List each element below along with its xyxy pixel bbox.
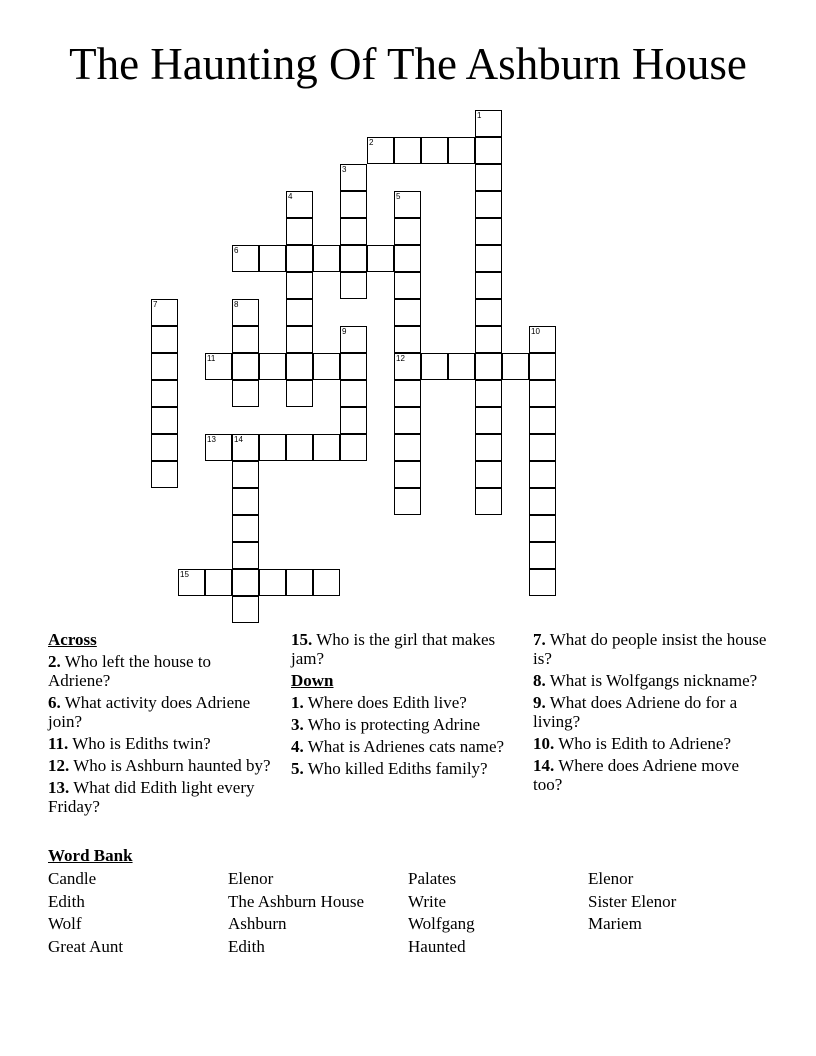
grid-cell[interactable] — [394, 407, 421, 434]
down-clue — [291, 737, 511, 756]
grid-cell[interactable] — [259, 569, 286, 596]
grid-cell[interactable] — [313, 569, 340, 596]
clue-number-label: 4 — [288, 192, 293, 201]
across-clue — [48, 734, 273, 753]
grid-cell[interactable] — [286, 191, 313, 218]
grid-cell[interactable] — [340, 353, 367, 380]
grid-cell[interactable] — [313, 434, 340, 461]
grid-cell[interactable] — [286, 326, 313, 353]
grid-cell[interactable] — [529, 434, 556, 461]
grid-cell[interactable] — [178, 569, 205, 596]
clue-number: 2. — [48, 652, 61, 671]
clue-text: What is Wolfgangs nickname? — [549, 671, 758, 690]
grid-cell[interactable] — [286, 272, 313, 299]
grid-cell[interactable] — [259, 353, 286, 380]
clue-number: 10. — [533, 734, 555, 753]
grid-cell[interactable] — [475, 272, 502, 299]
grid-cell[interactable] — [232, 326, 259, 353]
clue-text: Where does Edith live? — [307, 693, 467, 712]
word-bank-item: Write — [408, 892, 447, 911]
clue-text: What activity does Adriene join? — [48, 693, 251, 731]
clue-number-label: 2 — [369, 138, 374, 147]
clue-number: 13. — [48, 778, 70, 797]
clue-column-3 — [533, 630, 768, 797]
down-clue — [533, 630, 768, 668]
grid-cell[interactable] — [475, 326, 502, 353]
grid-cell[interactable] — [232, 542, 259, 569]
clue-number: 6. — [48, 693, 61, 712]
word-bank-item: Great Aunt — [48, 937, 124, 956]
across-clue — [48, 756, 273, 775]
grid-cell[interactable] — [232, 299, 259, 326]
word-bank-item: Elenor — [588, 869, 634, 888]
across-clue — [48, 693, 273, 731]
grid-cell[interactable] — [313, 353, 340, 380]
grid-cell[interactable] — [340, 218, 367, 245]
clue-text: Who killed Ediths family? — [307, 759, 488, 778]
down-clue — [533, 756, 768, 794]
grid-cell[interactable] — [529, 569, 556, 596]
grid-cell[interactable] — [529, 515, 556, 542]
clue-column-2 — [291, 630, 511, 781]
grid-cell[interactable] — [286, 218, 313, 245]
grid-cell[interactable] — [205, 353, 232, 380]
grid-cell[interactable] — [475, 245, 502, 272]
grid-cell[interactable] — [394, 245, 421, 272]
grid-cell[interactable] — [394, 434, 421, 461]
across-header: Across — [48, 630, 97, 649]
down-clue — [291, 759, 511, 778]
clue-number-label: 3 — [342, 165, 347, 174]
grid-cell[interactable] — [394, 218, 421, 245]
grid-cell[interactable] — [232, 515, 259, 542]
clue-text: Who left the house to Adriene? — [48, 652, 212, 690]
grid-cell[interactable] — [151, 299, 178, 326]
down-clue — [533, 734, 768, 753]
grid-cell[interactable] — [394, 461, 421, 488]
grid-cell[interactable] — [394, 137, 421, 164]
grid-cell[interactable] — [475, 353, 502, 380]
word-bank — [48, 846, 808, 956]
grid-cell[interactable] — [421, 137, 448, 164]
grid-cell[interactable] — [340, 191, 367, 218]
clue-number: 5. — [291, 759, 304, 778]
grid-cell[interactable] — [232, 596, 259, 623]
clue-text: Who is Ashburn haunted by? — [73, 756, 271, 775]
clue-text: What do people insist the house is? — [533, 630, 767, 668]
clue-number-label: 5 — [396, 192, 401, 201]
clue-number: 3. — [291, 715, 304, 734]
grid-cell[interactable] — [448, 353, 475, 380]
clue-text: Who is the girl that makes jam? — [291, 630, 496, 668]
grid-cell[interactable] — [529, 353, 556, 380]
down-clue — [291, 715, 511, 734]
across-clue — [48, 778, 273, 816]
down-clue — [533, 671, 768, 690]
grid-cell[interactable] — [340, 380, 367, 407]
clue-number: 11. — [48, 734, 69, 753]
grid-cell[interactable] — [529, 461, 556, 488]
word-bank-item: Wolfgang — [408, 914, 475, 933]
grid-cell[interactable] — [340, 245, 367, 272]
clue-number-label: 8 — [234, 300, 239, 309]
grid-cell[interactable] — [340, 272, 367, 299]
clue-number-label: 1 — [477, 111, 482, 120]
clue-number: 9. — [533, 693, 546, 712]
clue-number-label: 15 — [180, 570, 189, 579]
puzzle-title: The Haunting Of The Ashburn House — [69, 39, 747, 89]
grid-cell[interactable] — [475, 461, 502, 488]
grid-cell[interactable] — [475, 434, 502, 461]
down-clue — [291, 693, 511, 712]
grid-cell[interactable] — [529, 488, 556, 515]
grid-cell[interactable] — [232, 569, 259, 596]
grid-cell[interactable] — [475, 218, 502, 245]
grid-cell[interactable] — [394, 299, 421, 326]
grid-cell[interactable] — [151, 326, 178, 353]
grid-cell[interactable] — [313, 245, 340, 272]
grid-cell[interactable] — [205, 569, 232, 596]
clue-number: 4. — [291, 737, 304, 756]
down-header: Down — [291, 671, 334, 690]
grid-cell[interactable] — [340, 164, 367, 191]
grid-cell[interactable] — [529, 380, 556, 407]
grid-cell[interactable] — [286, 245, 313, 272]
grid-cell[interactable] — [340, 434, 367, 461]
clue-number-label: 11 — [207, 354, 216, 363]
word-bank-item: Candle — [48, 869, 97, 888]
grid-cell[interactable] — [475, 299, 502, 326]
clue-number: 1. — [291, 693, 304, 712]
grid-cell[interactable] — [286, 353, 313, 380]
grid-cell[interactable] — [475, 110, 502, 137]
clue-number: 15. — [291, 630, 313, 649]
down-clue — [533, 693, 768, 731]
word-bank-item: Mariem — [588, 914, 642, 933]
grid-cell[interactable] — [232, 245, 259, 272]
grid-cell[interactable] — [529, 326, 556, 353]
grid-cell[interactable] — [151, 434, 178, 461]
clue-text: Who is Ediths twin? — [72, 734, 211, 753]
word-bank-item: Haunted — [408, 937, 466, 956]
grid-cell[interactable] — [286, 299, 313, 326]
grid-cell[interactable] — [232, 461, 259, 488]
grid-cell[interactable] — [394, 326, 421, 353]
clue-number-label: 7 — [153, 300, 158, 309]
grid-cell[interactable] — [286, 434, 313, 461]
grid-cell[interactable] — [475, 164, 502, 191]
grid-cell[interactable] — [232, 488, 259, 515]
word-bank-item: Palates — [408, 869, 457, 888]
word-bank-item: Edith — [48, 892, 85, 911]
grid-cell[interactable] — [286, 569, 313, 596]
grid-cell[interactable] — [502, 353, 529, 380]
grid-cell[interactable] — [421, 353, 448, 380]
grid-cell[interactable] — [367, 245, 394, 272]
grid-cell[interactable] — [394, 191, 421, 218]
across-clue — [48, 652, 273, 690]
clue-number: 8. — [533, 671, 546, 690]
grid-cell[interactable] — [205, 434, 232, 461]
word-bank-item: The Ashburn House — [228, 892, 364, 911]
grid-cell[interactable] — [340, 407, 367, 434]
grid-cell[interactable] — [448, 137, 475, 164]
grid-cell[interactable] — [475, 488, 502, 515]
grid-cell[interactable] — [529, 542, 556, 569]
grid-cell[interactable] — [151, 380, 178, 407]
clue-text: What is Adrienes cats name? — [307, 737, 505, 756]
grid-cell[interactable] — [394, 380, 421, 407]
clue-text: What did Edith light every Friday? — [48, 778, 255, 816]
clue-text: What does Adriene do for a living? — [533, 693, 738, 731]
clue-number: 7. — [533, 630, 546, 649]
clue-number-label: 14 — [234, 435, 243, 444]
grid-cell[interactable] — [475, 380, 502, 407]
grid-cell[interactable] — [259, 245, 286, 272]
word-bank-item: Wolf — [48, 914, 82, 933]
word-bank-item: Ashburn — [228, 914, 287, 933]
clue-number-label: 13 — [207, 435, 216, 444]
clue-text: Who is protecting Adrine — [307, 715, 481, 734]
across-clue — [291, 630, 511, 668]
clue-number-label: 9 — [342, 327, 347, 336]
grid-cell[interactable] — [151, 461, 178, 488]
clue-number-label: 12 — [396, 354, 405, 363]
clue-number: 14. — [533, 756, 555, 775]
word-bank-header: Word Bank — [48, 846, 133, 865]
clue-column-1 — [48, 630, 273, 819]
clue-number: 12. — [48, 756, 70, 775]
clue-number-label: 10 — [531, 327, 540, 336]
grid-cell[interactable] — [394, 272, 421, 299]
grid-cell[interactable] — [151, 407, 178, 434]
grid-cell[interactable] — [151, 353, 178, 380]
grid-cell[interactable] — [367, 137, 394, 164]
grid-cell[interactable] — [475, 191, 502, 218]
grid-cell[interactable] — [232, 434, 259, 461]
grid-cell[interactable] — [475, 407, 502, 434]
word-bank-item: Sister Elenor — [588, 892, 677, 911]
grid-cell[interactable] — [475, 137, 502, 164]
word-bank-item: Edith — [228, 937, 265, 956]
grid-cell[interactable] — [232, 380, 259, 407]
grid-cell[interactable] — [529, 407, 556, 434]
grid-cell[interactable] — [259, 434, 286, 461]
clue-text: Who is Edith to Adriene? — [558, 734, 732, 753]
grid-cell[interactable] — [286, 380, 313, 407]
grid-cell[interactable] — [394, 488, 421, 515]
clue-text: Where does Adriene move too? — [533, 756, 739, 794]
clue-number-label: 6 — [234, 246, 239, 255]
grid-cell[interactable] — [340, 326, 367, 353]
grid-cell[interactable] — [232, 353, 259, 380]
word-bank-item: Elenor — [228, 869, 274, 888]
grid-cell[interactable] — [394, 353, 421, 380]
